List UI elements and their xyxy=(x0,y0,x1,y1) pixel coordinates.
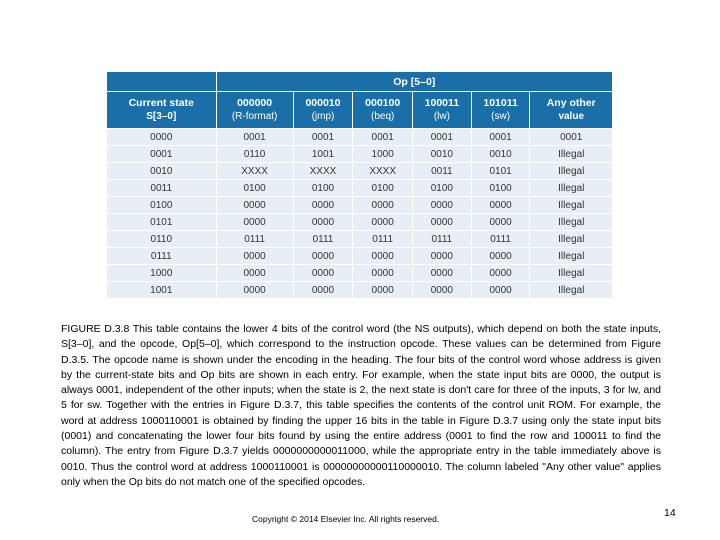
table-row xyxy=(107,197,612,214)
next-state-cell: 0101 xyxy=(471,163,530,180)
state-cell: 0110 xyxy=(107,231,216,248)
column-header xyxy=(471,92,530,129)
next-state-cell: Illegal xyxy=(530,282,612,299)
table-row xyxy=(107,129,612,146)
column-header xyxy=(413,92,472,129)
next-state-cell: 0000 xyxy=(353,197,413,214)
table-corner xyxy=(107,72,216,92)
next-state-cell: 0000 xyxy=(293,248,353,265)
next-state-cell: 0000 xyxy=(471,214,530,231)
column-header-line2: (lw) xyxy=(433,111,450,122)
next-state-cell: 0001 xyxy=(353,129,413,146)
state-cell: 0001 xyxy=(107,146,216,163)
next-state-cell: 0000 xyxy=(471,282,530,299)
next-state-cell: 0000 xyxy=(471,265,530,282)
column-header-line1: Current state xyxy=(128,97,194,109)
next-state-cell: 0000 xyxy=(216,214,293,231)
next-state-cell: 0000 xyxy=(293,265,353,282)
table-row xyxy=(107,265,612,282)
next-state-cell: Illegal xyxy=(530,146,612,163)
next-state-cell: 0011 xyxy=(413,163,472,180)
next-state-cell: 0000 xyxy=(353,282,413,299)
next-state-cell: 1000 xyxy=(353,146,413,163)
next-state-cell: 0000 xyxy=(216,282,293,299)
next-state-cell: 0000 xyxy=(293,282,353,299)
column-header-line2: (beq) xyxy=(370,111,395,122)
next-state-cell: Illegal xyxy=(530,197,612,214)
next-state-cell: 0001 xyxy=(530,129,612,146)
state-cell: 0101 xyxy=(107,214,216,231)
next-state-cell: 0100 xyxy=(471,180,530,197)
next-state-cell: 0100 xyxy=(293,180,353,197)
next-state-cell: 0001 xyxy=(293,129,353,146)
next-state-cell: 0000 xyxy=(216,265,293,282)
next-state-cell: 0111 xyxy=(293,231,353,248)
op-header: Op [5–0] xyxy=(216,72,612,92)
next-state-cell: 0100 xyxy=(353,180,413,197)
state-transition-table xyxy=(107,72,612,298)
next-state-cell: 0000 xyxy=(353,248,413,265)
state-cell: 1001 xyxy=(107,282,216,299)
next-state-cell: 0000 xyxy=(471,197,530,214)
next-state-cell: 0010 xyxy=(413,146,472,163)
next-state-cell: 0000 xyxy=(471,248,530,265)
figure-caption: FIGURE D.3.8 This table contains the lower 4 bits of the control word (the NS outputs), which depend on both the state inputs, S[3–0], and the opcode, Op[5–0], which correspond to the instruction opcode. These values can be determined from Figure D.3.5. The opcode name is shown under the encoding in the heading. The four bits of the control word whose address is given by the current-state bits and Op bits are shown in each entry. For example, when the state input bits are 0000, the output is always 0001, independent of the other inputs; when the state is 2, the next state is don't care for three of the inputs, 3 for lw, and 5 for sw. Together with the entries in Figure D.3.7, this table specifies the contents of the control unit ROM. For example, the word at address 1000110001 is obtained by finding the upper 16 bits in the table in Figure D.3.7 using only the state input bits (0001) and concatenating the lower four bits found by using the entire address (0001 to find the row and 100011 to find the column). The entry from Figure D.3.7 yields 0000000000011000, while the appropriate entry in the table immediately above is 0010. Thus the control word at address 1000110001 is 00000000000110000010. The column labeled "Any other value" applies only when the Op bits do not match one of the specified opcodes. xyxy=(61,323,661,488)
table-row xyxy=(107,180,612,197)
next-state-cell: XXXX xyxy=(353,163,413,180)
column-header xyxy=(293,92,353,129)
table-row xyxy=(107,146,612,163)
next-state-cell: 0000 xyxy=(216,197,293,214)
next-state-cell: Illegal xyxy=(530,214,612,231)
next-state-cell: 0111 xyxy=(353,231,413,248)
column-header xyxy=(216,92,293,129)
column-header-line1: 101011 xyxy=(483,97,518,109)
next-state-cell: 0000 xyxy=(293,197,353,214)
state-cell: 0000 xyxy=(107,129,216,146)
next-state-cell: XXXX xyxy=(293,163,353,180)
table-row xyxy=(107,163,612,180)
next-state-cell: 1001 xyxy=(293,146,353,163)
state-cell: 0111 xyxy=(107,248,216,265)
next-state-cell: Illegal xyxy=(530,231,612,248)
next-state-cell: Illegal xyxy=(530,180,612,197)
next-state-cell: 0100 xyxy=(216,180,293,197)
column-header-line2: (sw) xyxy=(491,111,511,122)
state-cell: 0010 xyxy=(107,163,216,180)
next-state-cell: 0000 xyxy=(413,248,472,265)
next-state-cell: 0100 xyxy=(413,180,472,197)
next-state-cell: 0001 xyxy=(216,129,293,146)
table-row xyxy=(107,248,612,265)
next-state-cell: 0000 xyxy=(353,214,413,231)
column-header-line1: 100011 xyxy=(424,97,460,109)
state-cell: 0100 xyxy=(107,197,216,214)
column-header-line1: 000010 xyxy=(305,97,341,109)
column-header xyxy=(353,92,413,129)
next-state-cell: 0010 xyxy=(471,146,530,163)
next-state-cell: 0000 xyxy=(413,265,472,282)
next-state-cell: 0000 xyxy=(293,214,353,231)
next-state-cell: 0001 xyxy=(413,129,472,146)
next-state-cell: 0000 xyxy=(413,214,472,231)
next-state-cell: 0110 xyxy=(216,146,293,163)
next-state-cell: Illegal xyxy=(530,265,612,282)
column-header xyxy=(107,92,216,129)
next-state-cell: XXXX xyxy=(216,163,293,180)
column-header-line2: S[3–0] xyxy=(146,111,177,122)
column-header-line1: 000100 xyxy=(365,97,401,109)
next-state-cell: Illegal xyxy=(530,248,612,265)
table-row xyxy=(107,282,612,299)
table-row xyxy=(107,214,612,231)
next-state-cell: 0001 xyxy=(471,129,530,146)
column-header-line2: (jmp) xyxy=(311,111,335,122)
state-cell: 0011 xyxy=(107,180,216,197)
column-header-line1: Any other xyxy=(546,97,596,109)
column-header-line2: (R-format) xyxy=(231,111,278,122)
table-row xyxy=(107,231,612,248)
next-state-cell: 0111 xyxy=(471,231,530,248)
state-cell: 1000 xyxy=(107,265,216,282)
column-header-line1: 000000 xyxy=(237,97,273,109)
column-header xyxy=(530,92,612,129)
next-state-cell: 0111 xyxy=(413,231,472,248)
next-state-cell: 0000 xyxy=(216,248,293,265)
next-state-cell: 0000 xyxy=(353,265,413,282)
page-number: 14 xyxy=(664,507,676,519)
copyright-notice: Copyright © 2014 Elsevier Inc. All rights reserved. xyxy=(252,514,440,524)
next-state-cell: 0000 xyxy=(413,282,472,299)
next-state-cell: Illegal xyxy=(530,163,612,180)
column-header-line2: value xyxy=(558,111,585,122)
next-state-cell: 0000 xyxy=(413,197,472,214)
next-state-cell: 0111 xyxy=(216,231,293,248)
